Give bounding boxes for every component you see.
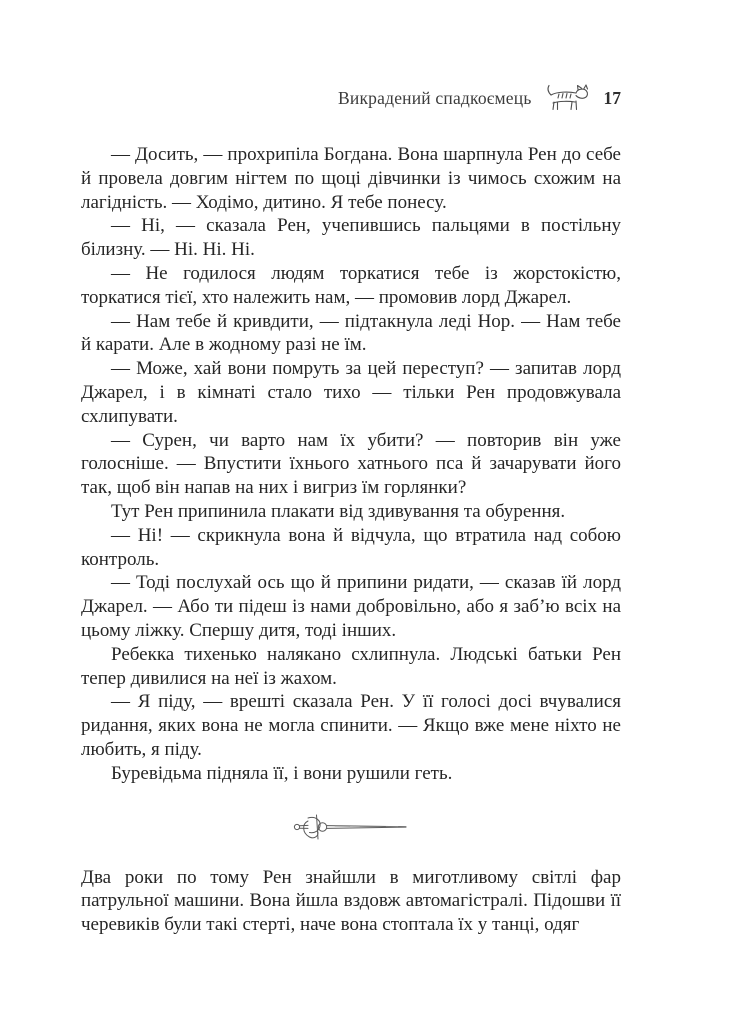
cat-icon [544,84,590,112]
paragraph: — Ні, — сказала Рен, учепившись пальцями в постільну білизну. — Ні. Ні. Ні. [81,215,621,261]
scene-divider [81,808,621,848]
page-number: 17 [603,87,621,108]
rapier-sword-icon [290,811,412,845]
paragraph: Ребекка тихенько налякано схлипнула. Людські батьки Рен тепер дивилися на неї із жахом. [81,643,621,689]
running-header [81,85,621,111]
paragraph: — Тоді послухай ось що й припини ридати, — сказав їй лорд Джарел. — Або ти підеш із нами добровільно, або я заб’ю всіх на цьому ліжку. Спершу дитя, тоді інших. [81,572,621,641]
paragraph: — Я піду, — врешті сказала Рен. У її голосі досі вчувалися ридання, яких вона не могла спинити. — Якщо вже мене ніхто не любить, я піду. [81,691,621,760]
paragraph: Буревідьма підняла її, і вони рушили геть. [111,762,453,784]
paragraph: — Ні! — скрикнула вона й відчула, що втратила над собою контроль. [81,524,621,570]
section-scene-2 [81,866,621,937]
paragraph: Два роки по тому Рен знайшли в миготливому світлі фар патрульної машини. Вона йшла вздовж автомагістралі. Підошви її черевиків були такі стерті, наче вона стоптала їх у танці, одяг [81,866,621,936]
paragraph: — Нам тебе й кривдити, — підтакнула леді Нор. — Нам тебе й карати. Але в жодному разі не їм. [81,310,621,356]
paragraph: — Може, хай вони помруть за цей переступ? — запитав лорд Джарел, і в кімнаті стало тихо — тільки Рен продовжувала схлипувати. [81,358,621,427]
section-scene-1 [81,143,621,786]
page-text [81,143,621,937]
paragraph: Тут Рен припинила плакати від здивування та обурення. [111,500,566,522]
paragraph: — Досить, — прохрипіла Богдана. Вона шарпнула Рен до себе й провела довгим нігтем по щоці дівчинки із чимось схожим на лагідність. — Ходімо, дитино. Я тебе понесу. [81,144,621,213]
paragraph: — Сурен, чи варто нам їх убити? — повторив він уже голосніше. — Впустити їхнього хатнього пса й зачарувати його так, щоб він напав на них і вигриз їм горлянки? [81,429,621,499]
running-title: Викрадений спадкоємець [338,87,532,108]
paragraph: — Не годилося людям торкатися тебе із жорстокістю, торкатися тієї, хто належить нам, — промовив лорд Джарел. [81,262,621,308]
